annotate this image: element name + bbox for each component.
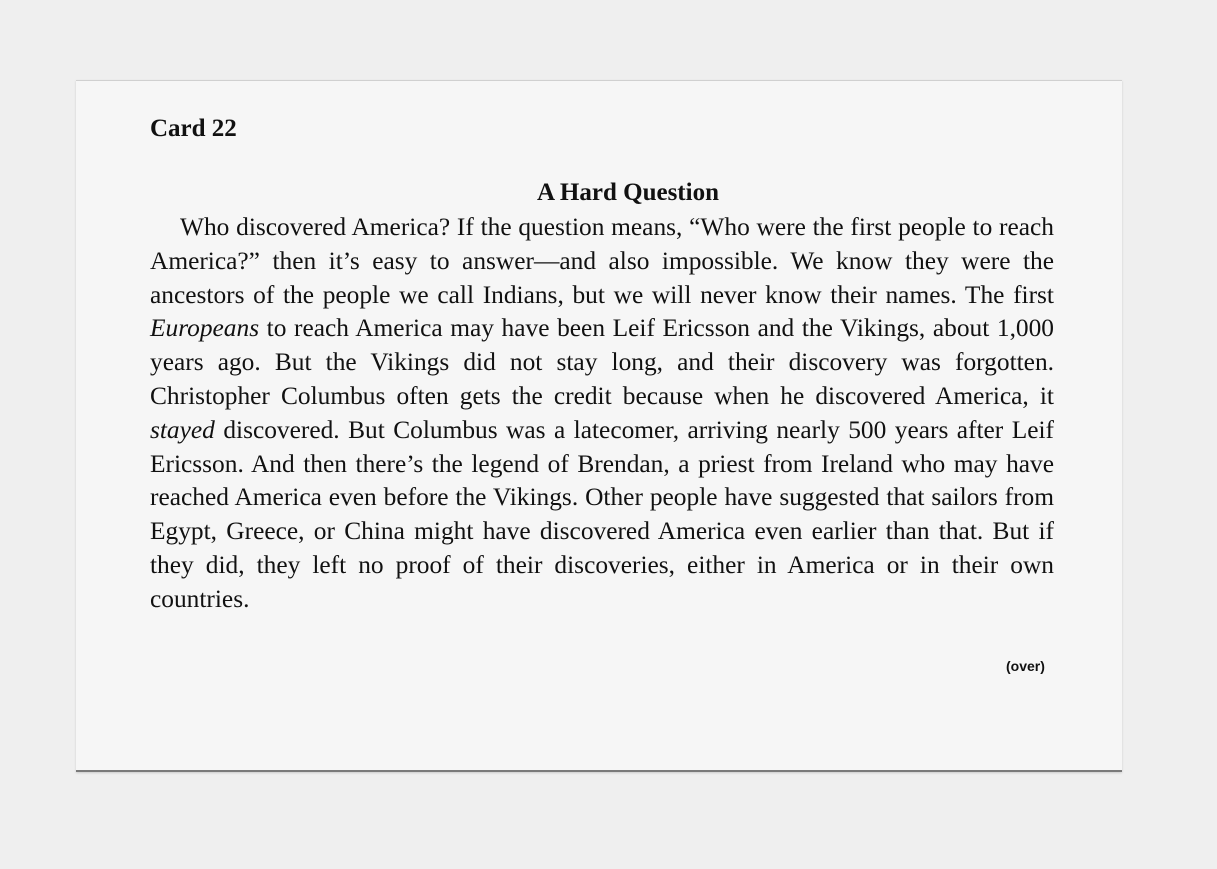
card-number: Card 22	[150, 115, 237, 142]
body-segment: Who discovered America? If the question means, “Who were the first people to reach America?” then it’s easy to answer—and also impossible. We know they were the ancestors of the people we call Indians, but we will never know their names. The first	[150, 213, 1054, 309]
body-segment-italic: stayed	[150, 415, 215, 444]
card-body-text	[150, 211, 1054, 617]
card-title: A Hard Question	[537, 179, 719, 206]
body-segment: discovered. But Columbus was a latecomer, arriving nearly 500 years after Leif Ericsson. And then there’s the legend of Brendan, a priest from Ireland who may have reached America even before the Vikings. Other people have suggested that sailors from Egypt, Greece, or China might have discovered America even earlier than that. But if they did, they left no proof of their discoveries, either in America or in their own countries.	[150, 415, 1054, 613]
body-segment-italic: Europeans	[150, 314, 260, 343]
index-card	[76, 80, 1122, 772]
over-note: (over)	[1006, 658, 1045, 674]
body-segment: to reach America may have been Leif Ericsson and the Vikings, about 1,000 years ago. But the Vikings did not stay long, and their discovery was forgotten. Christopher Columbus often gets the credit because when he discovered America, it	[150, 314, 1054, 410]
